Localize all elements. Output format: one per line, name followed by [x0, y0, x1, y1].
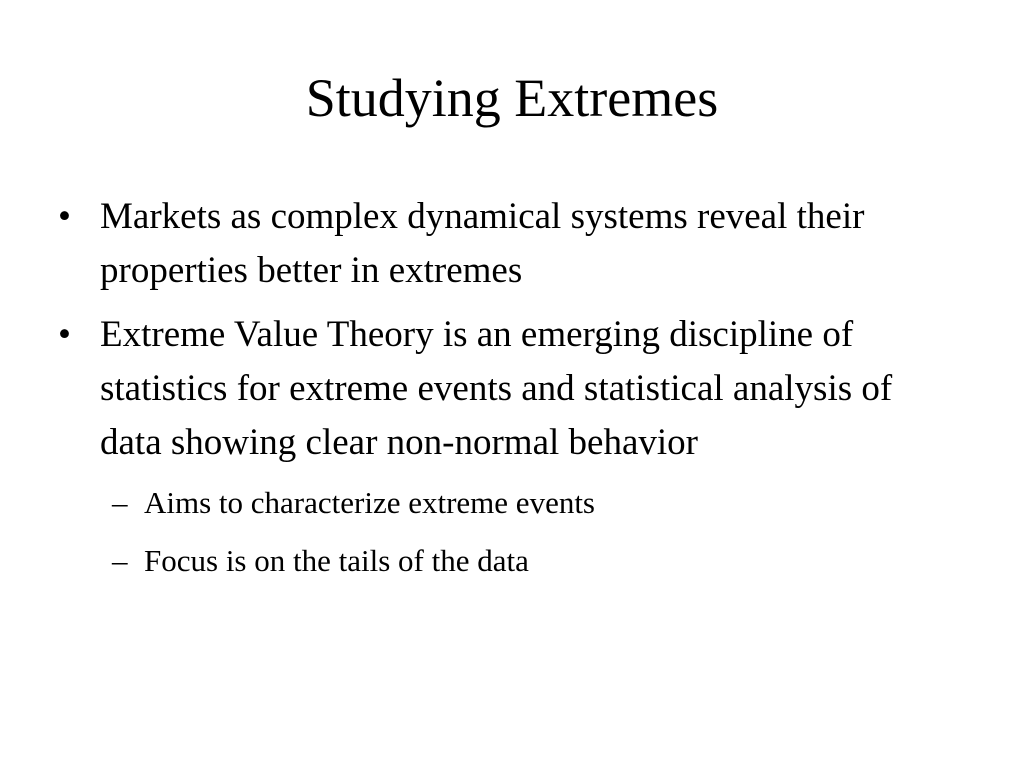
bullet-marker: •: [58, 196, 71, 237]
sub-bullet-marker: –: [112, 543, 128, 578]
sub-bullet-text: Aims to characterize extreme events: [144, 485, 595, 520]
bullet-item: [58, 190, 958, 298]
sub-bullet-marker: –: [112, 485, 128, 520]
sub-bullet-item: [112, 538, 958, 584]
sub-bullet-item: [112, 480, 958, 526]
slide-title: Studying Extremes: [305, 68, 719, 128]
bullet-item: [58, 308, 958, 470]
sub-bullet-list: [58, 480, 958, 584]
slide-body: [58, 190, 958, 596]
sub-bullet-text: Focus is on the tails of the data: [144, 543, 529, 578]
bullet-text: Extreme Value Theory is an emerging discipline of statistics for extreme events and statistical analysis of data showing clear non-normal behavior: [100, 314, 893, 463]
bullet-text: Markets as complex dynamical systems reveal their properties better in extremes: [100, 196, 865, 291]
bullet-marker: •: [58, 314, 71, 355]
